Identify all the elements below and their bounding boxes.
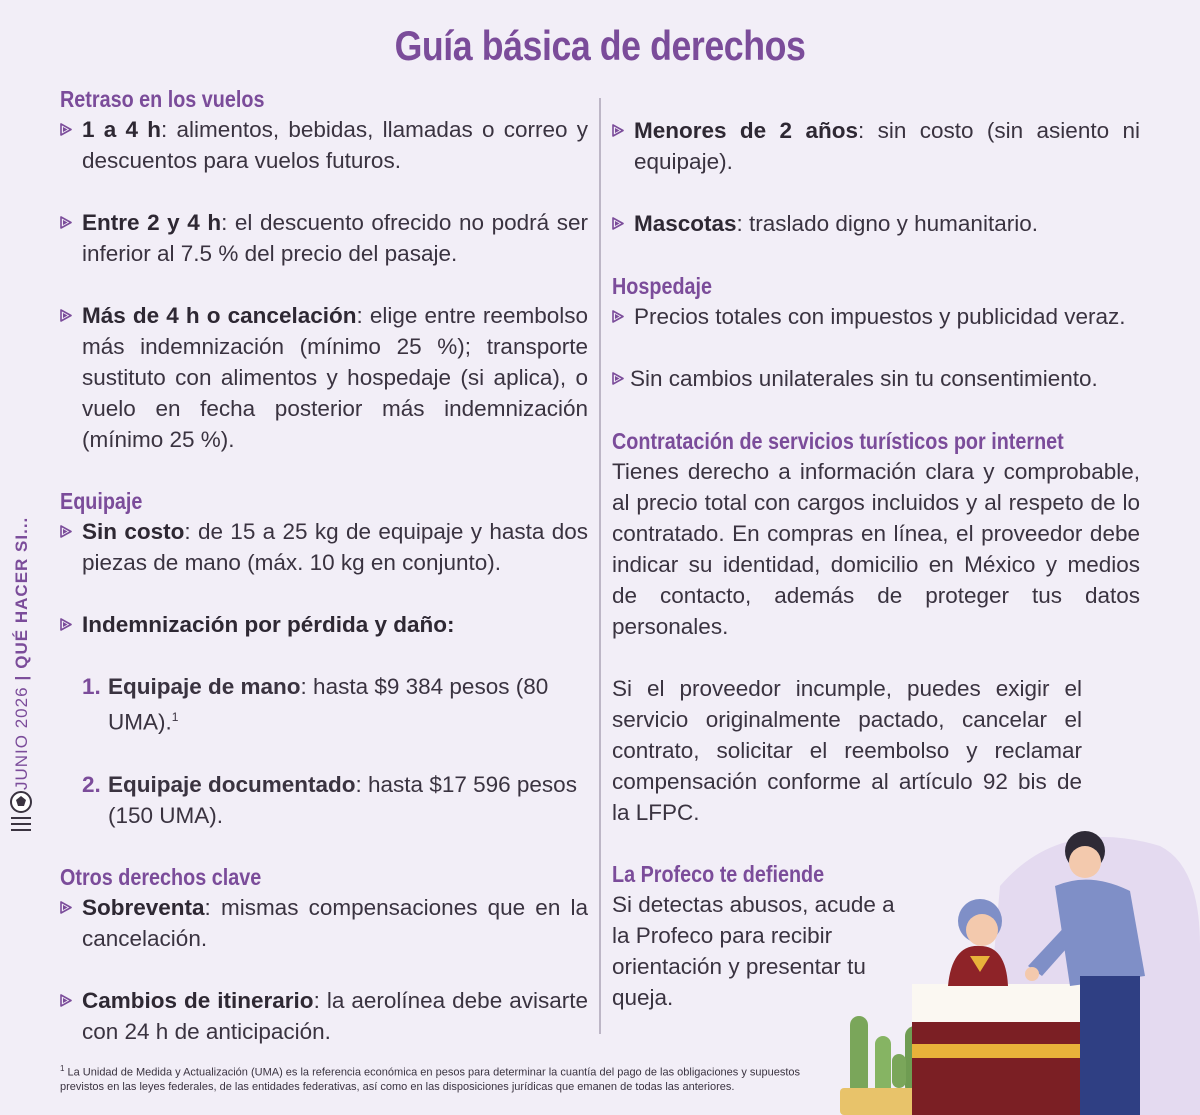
bullet-arrow-icon [60, 901, 72, 914]
list-item [612, 208, 1140, 239]
item-text: : traslado digno y humanitario. [736, 211, 1038, 236]
heading-profeco: La Profeco te defiende [612, 861, 825, 887]
item-text: Precios totales con impuestos y publicidad veraz. [634, 304, 1126, 329]
bullet-arrow-icon [612, 124, 624, 137]
item-label: Equipaje documentado [108, 771, 356, 797]
item-label: Cambios de itinerario [82, 987, 314, 1013]
item-text: Sin cambios unilaterales sin tu consentimiento. [630, 366, 1098, 391]
item-label: 1 a 4 h [82, 117, 162, 142]
item-label: Equipaje de mano [108, 674, 301, 699]
item-label: Más de 4 h o cancelación [82, 303, 357, 328]
footnote-ref: 1 [171, 710, 179, 724]
item-label: Sin costo [82, 519, 185, 544]
item-text: : el descuento ofrecido no podrá ser inferior al 7.5 % del precio del pasaje. [82, 210, 588, 266]
column-divider [599, 98, 601, 1034]
heading-otros: Otros derechos clave [60, 863, 262, 890]
list-item [60, 300, 588, 455]
side-separator: | [12, 674, 31, 681]
page-title: Guía básica de derechos [394, 22, 806, 69]
list-item [60, 516, 588, 578]
item-text: : mismas compensaciones que en la cancelación. [82, 894, 588, 951]
paragraph: Si detectas abusos, acude a la Profeco para recibir orientación y presentar tu queja. [612, 892, 895, 1010]
list-item [60, 892, 588, 954]
paragraph: Si el proveedor incumple, puedes exigir el servicio originalmente pactado, cancelar el contrato, solicitar el reembolso y reclamar compensación conforme al artículo 92 bis de la LFPC. [612, 676, 1082, 825]
item-number: 2. [82, 771, 101, 797]
item-text: : la aerolínea debe avisarte con 24 h de anticipación. [82, 987, 588, 1044]
item-text: : sin costo (sin asiento ni equipaje). [634, 118, 1140, 174]
list-item [60, 985, 588, 1047]
footnote-text: La Unidad de Medida y Actualización (UMA) es la referencia económica en pesos para determinar la cuantía del pago de las obligaciones y supuestos previstos en las leyes federales, de las entidades federativas, así como en las disposiciones jurídicas que emanen de todas las anteriores. [60, 1066, 801, 1093]
bullet-arrow-icon [612, 372, 624, 385]
item-text: : elige entre reembolso más indemnización (mínimo 25 %); transporte sustituto con alimentos y hospedaje (si aplica), o vuelo en fecha posterior más indemnización (mínimo 25 %). [82, 303, 588, 452]
illustration [830, 826, 1200, 1115]
list-item [612, 115, 1140, 177]
section-name: QUÉ HACER SI... [12, 516, 31, 669]
item-label: Sobreventa [82, 894, 205, 920]
heading-retraso: Retraso en los vuelos [60, 86, 265, 112]
item-label: Mascotas [634, 211, 737, 236]
item-label: Indemnización por pérdida y daño: [82, 612, 455, 637]
heading-contratacion: Contratación de servicios turísticos por internet [612, 428, 1064, 454]
footnote [60, 1062, 820, 1094]
soccer-ball-icon [8, 790, 34, 840]
list-item [612, 301, 1140, 332]
bullet-arrow-icon [60, 123, 72, 136]
item-number: 1. [82, 674, 101, 699]
footnote-marker: 1 [60, 1064, 65, 1073]
bullet-arrow-icon [60, 525, 72, 538]
list-item [60, 114, 588, 176]
item-text: : de 15 a 25 kg de equipaje y hasta dos piezas de mano (máx. 10 kg en conjunto). [82, 519, 589, 575]
numbered-item [60, 671, 588, 738]
list-item [60, 609, 588, 640]
bullet-arrow-icon [60, 994, 72, 1007]
issue-date: JUNIO 2026 [12, 686, 31, 790]
bullet-arrow-icon [60, 216, 72, 229]
item-text: : hasta $17 596 pesos (150 UMA). [108, 771, 577, 828]
list-item [60, 207, 588, 269]
item-label: Menores de 2 años [634, 118, 858, 143]
numbered-item [60, 769, 588, 831]
heading-equipaje: Equipaje [60, 488, 143, 514]
item-text: : hasta $9 384 pesos (80 UMA). [108, 674, 549, 735]
paragraph: Tienes derecho a información clara y comprobable, al precio total con cargos incluidos y al respeto de lo contratado. En compras en línea, el proveedor debe indicar su identidad, domicilio en México y medios de contacto, además de proteger tus datos personales. [612, 459, 1140, 639]
heading-hospedaje: Hospedaje [612, 273, 713, 299]
bullet-arrow-icon [60, 309, 72, 322]
left-column [60, 84, 588, 1047]
bullet-arrow-icon [60, 618, 72, 631]
list-item [612, 363, 1140, 394]
bullet-arrow-icon [612, 217, 624, 230]
bullet-arrow-icon [612, 310, 624, 323]
item-label: Entre 2 y 4 h [82, 210, 222, 235]
item-text: : alimentos, bebidas, llamadas o correo y descuentos para vuelos futuros. [82, 117, 588, 173]
